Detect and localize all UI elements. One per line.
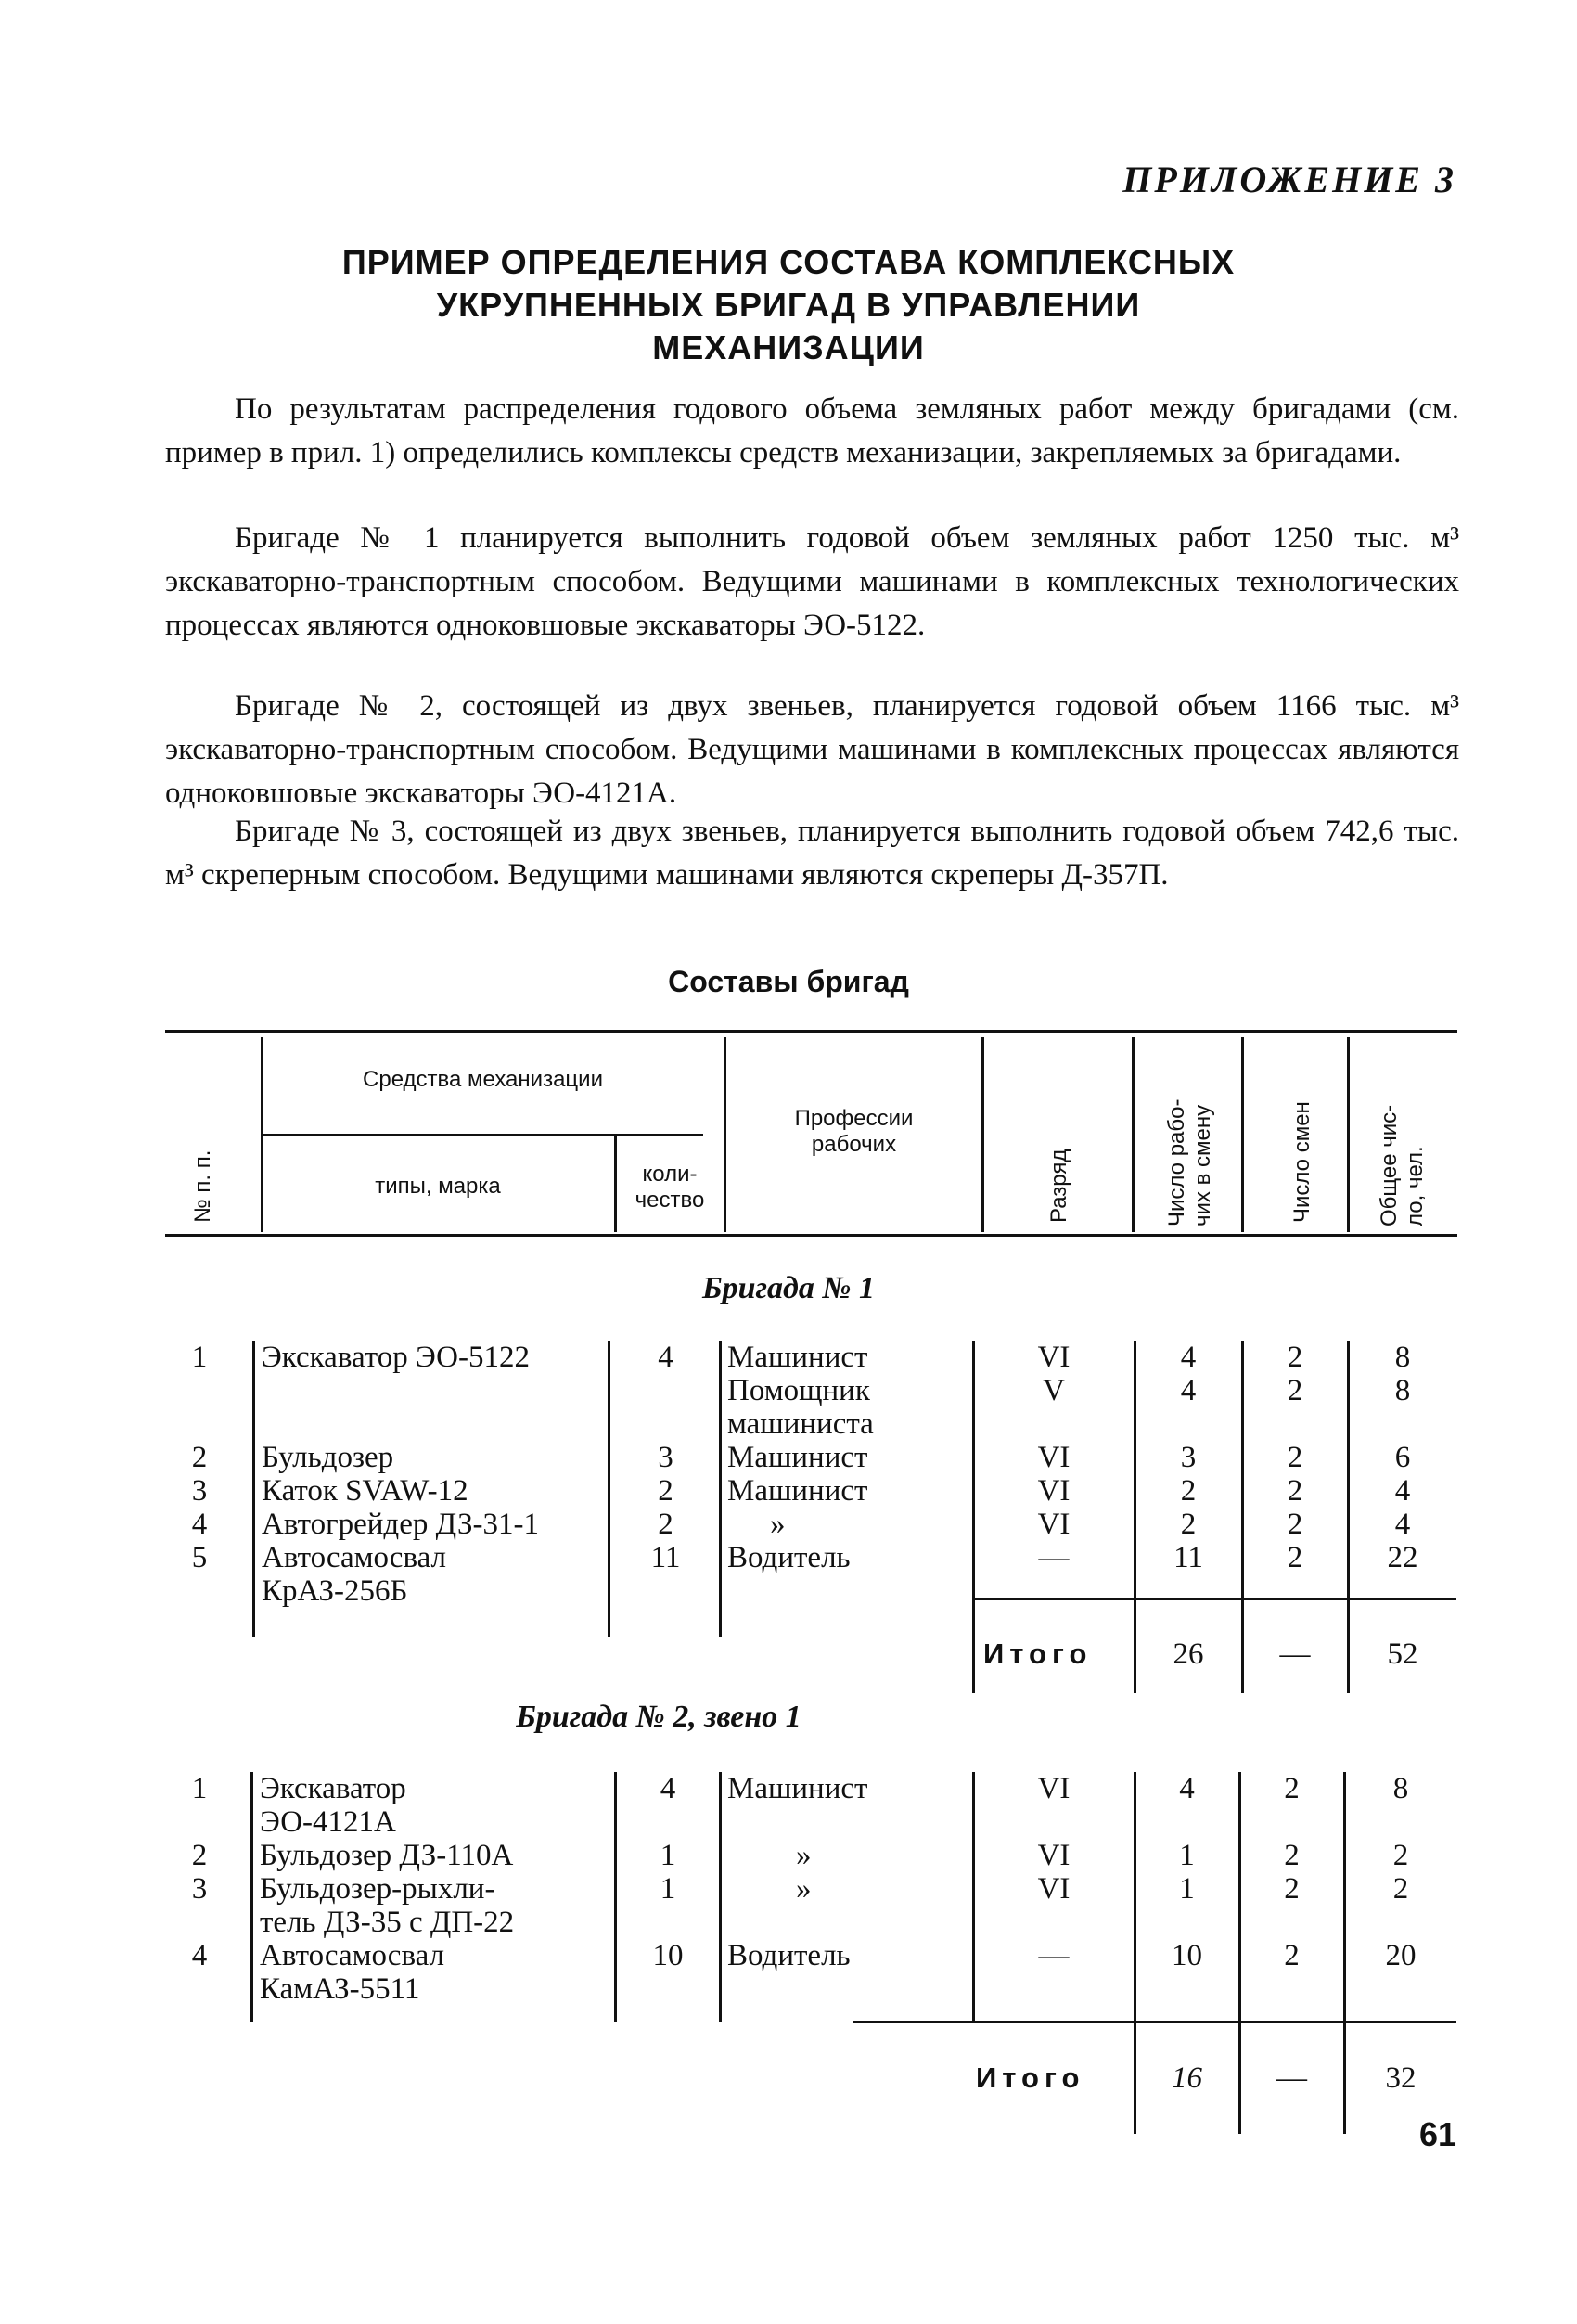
shifts: 2 (1284, 1872, 1300, 1906)
header-divider (1132, 1037, 1135, 1232)
table-top-rule (165, 1030, 1457, 1033)
shifts: 2 (1284, 1839, 1300, 1872)
workers-per-shift: 4 (1180, 1374, 1197, 1407)
profession: » (770, 1508, 786, 1541)
brigade-2-total-rule (853, 2021, 1456, 2023)
machine-type: Автогрейдер ДЗ-31-1 (262, 1508, 539, 1541)
shifts: 2 (1287, 1541, 1303, 1574)
profession-cont: машиниста (727, 1407, 874, 1441)
grade: V (1043, 1374, 1065, 1407)
total-people: 20 (1385, 1939, 1417, 1972)
total-people: 52 (1387, 1637, 1418, 1671)
header-means: Средства механизации (363, 1067, 603, 1092)
row-number: 4 (191, 1939, 208, 1972)
machine-type: Каток SVAW-12 (262, 1474, 468, 1508)
total-people: 22 (1387, 1541, 1418, 1574)
header-total: Общее чис- ло, чел. (1377, 1104, 1428, 1226)
workers-per-shift: 10 (1172, 1939, 1202, 1972)
grade: VI (1037, 1341, 1071, 1374)
profession: » (796, 1872, 812, 1906)
profession: Водитель (727, 1939, 851, 1972)
shifts: 2 (1284, 1772, 1300, 1805)
machine-type: Бульдозер ДЗ-110А (260, 1839, 514, 1872)
total-shifts: — (1279, 1637, 1311, 1671)
row-number: 4 (191, 1508, 208, 1541)
workers-per-shift: 11 (1173, 1541, 1203, 1574)
row-number: 2 (191, 1839, 208, 1872)
machine-type-cont: КамАЗ-5511 (260, 1972, 420, 2006)
total-people: 2 (1392, 1839, 1409, 1872)
machine-qty: 2 (658, 1508, 673, 1541)
page-number: 61 (1418, 2115, 1456, 2153)
profession: Машинист (727, 1772, 868, 1805)
profession: Водитель (727, 1541, 851, 1574)
workers-per-shift: 4 (1179, 1772, 1195, 1805)
grade: VI (1037, 1474, 1071, 1508)
row-number: 3 (191, 1474, 208, 1508)
row-number: 2 (191, 1441, 208, 1474)
machine-type-cont: ЭО-4121А (260, 1805, 396, 1839)
header-profession: Профессии рабочих (794, 1106, 914, 1157)
total-workers: 26 (1173, 1637, 1204, 1671)
grade: VI (1037, 1441, 1071, 1474)
body-divider (719, 1341, 722, 1637)
title-line-1: ПРИМЕР ОПРЕДЕЛЕНИЯ СОСТАВА КОМПЛЕКСНЫХ (341, 243, 1236, 281)
workers-per-shift: 1 (1179, 1839, 1195, 1872)
workers-per-shift: 1 (1179, 1872, 1195, 1906)
workers-per-shift: 3 (1180, 1441, 1197, 1474)
header-bottom-rule (165, 1234, 1457, 1237)
machine-qty: 1 (660, 1872, 676, 1906)
title-line-2: УКРУПНЕННЫХ БРИГАД В УПРАВЛЕНИИ (436, 286, 1141, 324)
shifts: 2 (1287, 1508, 1303, 1541)
brigade-2-title: Бригада № 2, звено 1 (516, 1700, 801, 1734)
total-people: 4 (1394, 1508, 1411, 1541)
machine-type-cont: тель ДЗ-35 с ДП-22 (260, 1906, 515, 1939)
paragraph-1: По результатам распределения годового объема земляных работ между бригадами (см. пример в прил. 1) определились комплексы средств механизации, закрепляемых за бригадами. (165, 392, 1459, 469)
header-qty: коли- чество (635, 1162, 705, 1213)
machine-qty: 4 (660, 1772, 676, 1805)
machine-qty: 11 (650, 1541, 681, 1574)
total-people: 32 (1385, 2061, 1417, 2095)
workers-per-shift: 2 (1180, 1474, 1197, 1508)
body-divider (719, 1772, 722, 2022)
machine-type-cont: КрАЗ-256Б (262, 1574, 408, 1608)
shifts: 2 (1287, 1441, 1303, 1474)
shifts: 2 (1287, 1474, 1303, 1508)
grade: VI (1037, 1508, 1071, 1541)
total-people: 8 (1394, 1341, 1411, 1374)
paragraph-3: Бригаде № 2, состоящей из двух звеньев, планируется годовой объем 1166 тыс. м³ экскаваторно-транспортным способом. Ведущими машинами в комплексных процессах являются одноковшовые экскаваторы ЭО-4121А. (165, 689, 1459, 810)
total-people: 8 (1392, 1772, 1409, 1805)
total-people: 4 (1394, 1474, 1411, 1508)
title-line-3: МЕХАНИЗАЦИИ (652, 328, 925, 366)
machine-type: Бульдозер-рыхли- (260, 1872, 495, 1906)
appendix-label: ПРИЛОЖЕНИЕ 3 (1122, 159, 1456, 200)
shifts: 2 (1287, 1374, 1303, 1407)
paragraph-4: Бригаде № 3, состоящей из двух звеньев, планируется выполнить годовой объем 742,6 тыс. м³ скреперным способом. Ведущими машинами являются скреперы Д-357П. (165, 815, 1459, 892)
grade: VI (1037, 1839, 1071, 1872)
total-people: 6 (1394, 1441, 1411, 1474)
body-divider (608, 1341, 610, 1637)
grade: VI (1037, 1772, 1071, 1805)
machine-qty: 1 (660, 1839, 676, 1872)
machine-type: Автосамосвал (262, 1541, 446, 1574)
total-label: Итого (983, 1637, 1093, 1670)
machine-qty: 2 (658, 1474, 673, 1508)
body-divider (252, 1341, 255, 1637)
header-types: типы, марка (375, 1174, 501, 1199)
total-people: 2 (1392, 1872, 1409, 1906)
machine-type: Бульдозер (262, 1441, 394, 1474)
profession: Помощник (727, 1374, 870, 1407)
machine-qty: 10 (652, 1939, 684, 1972)
machine-type: Экскаватор (260, 1772, 406, 1805)
row-number: 1 (191, 1772, 208, 1805)
header-number: № п. п. (190, 1149, 215, 1223)
grade: VI (1037, 1872, 1071, 1906)
total-people: 8 (1394, 1374, 1411, 1407)
header-divider (1347, 1037, 1350, 1232)
workers-per-shift: 4 (1180, 1341, 1197, 1374)
grade: — (1038, 1939, 1070, 1972)
brigade-1-title: Бригада № 1 (701, 1271, 876, 1305)
shifts: 2 (1287, 1341, 1303, 1374)
machine-type: Экскаватор ЭО-5122 (262, 1341, 531, 1374)
total-workers: 16 (1172, 2061, 1202, 2095)
row-number: 5 (191, 1541, 208, 1574)
profession: » (796, 1839, 812, 1872)
profession: Машинист (727, 1474, 868, 1508)
header-shifts: Число смен (1289, 1101, 1314, 1223)
header-workers: Число рабо- чих в смену (1164, 1098, 1215, 1226)
profession: Машинист (727, 1441, 868, 1474)
means-subheader-rule (263, 1134, 703, 1136)
machine-qty: 4 (658, 1341, 673, 1374)
brigade-1-total-rule (972, 1598, 1456, 1600)
profession: Машинист (727, 1341, 868, 1374)
header-divider (1241, 1037, 1244, 1232)
paragraph-2: Бригаде № 1 планируется выполнить годовой объем земляных работ 1250 тыс. м³ экскаваторно-транспортным способом. Ведущими машинами в комплексных технологических процессах являются одноковшовые экскаваторы ЭО-5122. (165, 521, 1459, 642)
machine-qty: 3 (658, 1441, 673, 1474)
row-number: 3 (191, 1872, 208, 1906)
machine-type: Автосамосвал (260, 1939, 444, 1972)
header-divider (981, 1037, 984, 1232)
total-label: Итого (976, 2061, 1085, 2094)
shifts: 2 (1284, 1939, 1300, 1972)
grade: — (1038, 1541, 1070, 1574)
body-divider (250, 1772, 253, 2022)
table-caption: Составы бригад (668, 965, 909, 998)
header-grade: Разряд (1046, 1149, 1071, 1223)
row-number: 1 (191, 1341, 208, 1374)
workers-per-shift: 2 (1180, 1508, 1197, 1541)
total-shifts: — (1276, 2061, 1307, 2095)
